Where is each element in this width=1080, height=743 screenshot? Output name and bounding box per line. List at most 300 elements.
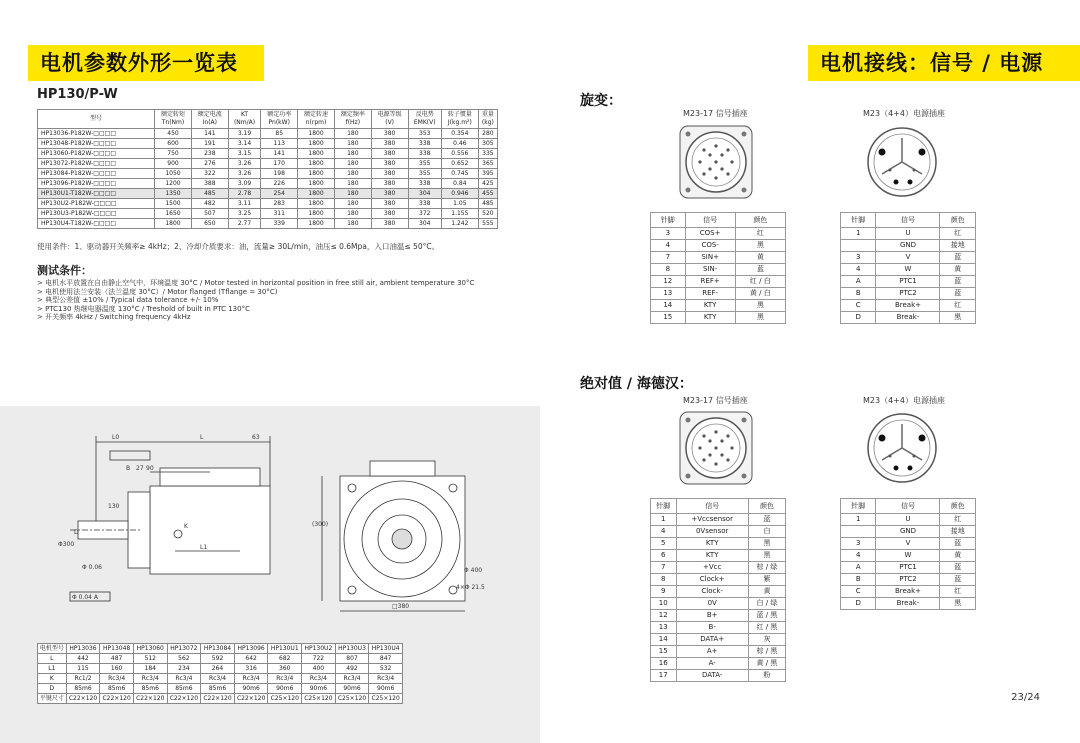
table-cell: 1800	[298, 219, 335, 229]
table-cell: 3.14	[228, 139, 261, 149]
column-header-line: (V)	[385, 119, 395, 126]
tolerance-label-2: Φ 0.04 A	[72, 594, 99, 601]
table-cell: REF-	[685, 288, 735, 300]
table-row	[841, 526, 976, 538]
table-cell: 400	[302, 664, 336, 674]
table-cell: Clock+	[676, 574, 748, 586]
table-cell: PTC2	[876, 574, 940, 586]
table-cell: 13	[651, 622, 677, 634]
dim-label-b: B	[126, 465, 131, 472]
table-cell: 141	[261, 149, 298, 159]
table-cell: 600	[155, 139, 192, 149]
model-cell: HP13084-P182W-□□□□	[38, 169, 155, 179]
column-header: 针脚	[651, 213, 686, 228]
column-header	[371, 110, 408, 129]
table-cell: 1200	[155, 179, 192, 189]
usage-conditions: 使用条件：1、驱动器开关频率≥ 4kHz；2、冷却介质要求：油，流量≥ 30L/min，油压≤ 0.6Mpa，入口油温≤ 50°C。	[37, 242, 440, 251]
table-cell: 3.25	[228, 209, 261, 219]
table-cell: 红	[940, 514, 976, 526]
table-row	[38, 684, 403, 694]
table-cell: U	[876, 514, 940, 526]
table-cell: 黑	[748, 550, 785, 562]
table-cell: 1.155	[441, 209, 478, 219]
table-cell: 160	[100, 664, 134, 674]
table-cell: COS+	[685, 228, 735, 240]
table-cell: 12	[651, 610, 677, 622]
table-cell: COS-	[685, 240, 735, 252]
table-cell: 粉	[748, 670, 785, 682]
table-cell: 紫	[748, 574, 785, 586]
table-cell: 338	[408, 179, 441, 189]
table-cell: U	[876, 228, 940, 240]
table-cell: 3.09	[228, 179, 261, 189]
column-header-line: 额定电流	[197, 111, 222, 118]
terminal-box-side	[160, 468, 260, 486]
table-cell: 1800	[298, 169, 335, 179]
table-row	[651, 228, 786, 240]
table-row	[38, 179, 498, 189]
test-line: > 开关频率 4kHz / Switching frequency 4kHz	[37, 313, 191, 322]
table-cell: 90m6	[268, 684, 302, 694]
table-row	[651, 550, 786, 562]
table-cell: 黄 / 白	[735, 288, 785, 300]
table-row	[841, 538, 976, 550]
column-header: 针脚	[841, 213, 876, 228]
table-cell: 1.05	[441, 199, 478, 209]
column-header-line: KT	[240, 111, 249, 118]
table-cell: 3	[841, 252, 876, 264]
table-row	[38, 209, 498, 219]
column-header: HP130U3	[335, 644, 369, 654]
table-cell: 黄	[940, 550, 976, 562]
table-row	[651, 622, 786, 634]
resolver-signal-connector-label: M23-17 信号插座	[683, 109, 748, 118]
table-cell: 682	[268, 654, 302, 664]
table-row	[651, 300, 786, 312]
dim-header-row	[38, 644, 403, 654]
table-cell: 黄	[940, 264, 976, 276]
column-header: HP130U2	[302, 644, 336, 654]
table-row	[651, 312, 786, 324]
table-cell: L1	[38, 664, 67, 674]
table-cell: Rc3/4	[201, 674, 235, 684]
column-header-line: (kg)	[481, 119, 494, 126]
table-cell: 900	[155, 159, 192, 169]
column-header-line: 额定转矩	[160, 111, 185, 118]
motor-outline-drawing	[0, 406, 540, 641]
column-header-line: Tn(Nm)	[161, 119, 185, 126]
column-header	[298, 110, 335, 129]
right-banner-title: 电机接线：信号 / 电源	[808, 45, 1080, 81]
table-cell: 485	[478, 199, 497, 209]
model-cell: HP130U2-P182W-□□□□	[38, 199, 155, 209]
table-cell: C22×120	[66, 694, 100, 704]
column-header	[261, 110, 298, 129]
table-cell	[841, 240, 876, 252]
table-cell: 555	[478, 219, 497, 229]
table-cell: C	[841, 586, 876, 598]
terminal-box-front	[370, 461, 435, 476]
table-row	[651, 252, 786, 264]
table-cell: 380	[371, 169, 408, 179]
table-row	[841, 288, 976, 300]
table-row	[38, 219, 498, 229]
absolute-power-connector-icon	[862, 408, 942, 488]
table-cell: 335	[478, 149, 497, 159]
column-header-line: 反电势	[415, 111, 434, 118]
dim-label-l1: L1	[200, 544, 208, 551]
table-cell: 170	[261, 159, 298, 169]
table-cell: 338	[408, 149, 441, 159]
motor-body-side	[150, 486, 270, 574]
table-cell: 1	[651, 514, 677, 526]
resolver-signal-connector-icon	[676, 122, 756, 202]
table-cell: 113	[261, 139, 298, 149]
dim-label-130: 130	[108, 503, 120, 510]
table-cell: 13	[651, 288, 686, 300]
table-row	[651, 276, 786, 288]
column-header-line: 型号	[90, 115, 103, 122]
table-cell: 棕 / 绿	[748, 562, 785, 574]
table-cell: 592	[201, 654, 235, 664]
table-row	[651, 586, 786, 598]
table-cell: 380	[371, 179, 408, 189]
table-cell: 10	[651, 598, 677, 610]
table-cell: D	[841, 598, 876, 610]
model-title: HP130/P-W	[37, 87, 118, 102]
table-cell: 360	[268, 664, 302, 674]
table-cell: 322	[191, 169, 228, 179]
column-header	[441, 110, 478, 129]
table-cell: 4	[651, 240, 686, 252]
table-cell: SIN+	[685, 252, 735, 264]
table-cell: C	[841, 300, 876, 312]
table-cell: 847	[369, 654, 403, 664]
table-cell: 0.556	[441, 149, 478, 159]
table-cell: 7	[651, 562, 677, 574]
table-cell: 蓝 / 黑	[748, 610, 785, 622]
test-line: > 电机使用法兰安装（法兰温度 30°C）/ Motor flanged (Tflange = 30°C)	[37, 287, 278, 296]
table-cell: 蓝	[940, 252, 976, 264]
table-cell: 0.46	[441, 139, 478, 149]
table-cell: 339	[261, 219, 298, 229]
table-cell: 85m6	[66, 684, 100, 694]
column-header-line: n(rpm)	[305, 119, 327, 126]
table-cell: 254	[261, 189, 298, 199]
table-cell: Rc3/4	[335, 674, 369, 684]
table-cell: 3.15	[228, 149, 261, 159]
table-cell: 黑	[940, 312, 976, 324]
column-header: HP130U4	[369, 644, 403, 654]
table-cell: A	[841, 562, 876, 574]
table-cell: Clock-	[676, 586, 748, 598]
column-header: HP13060	[133, 644, 167, 654]
table-cell: 0.84	[441, 179, 478, 189]
table-row	[651, 288, 786, 300]
table-cell: 750	[155, 149, 192, 159]
table-cell: 1.242	[441, 219, 478, 229]
table-cell: 1500	[155, 199, 192, 209]
column-header-line: Pn(kW)	[268, 119, 290, 126]
table-cell: 180	[334, 189, 371, 199]
column-header: 颜色	[940, 499, 976, 514]
column-header	[334, 110, 371, 129]
model-cell: HP13036-P182W-□□□□	[38, 129, 155, 139]
table-cell: 180	[334, 139, 371, 149]
table-cell: SIN-	[685, 264, 735, 276]
table-cell: 1800	[298, 129, 335, 139]
table-cell: D	[841, 312, 876, 324]
table-cell: C25×120	[302, 694, 336, 704]
table-cell: 280	[478, 129, 497, 139]
table-cell: W	[876, 264, 940, 276]
table-cell: GND	[876, 526, 940, 538]
dim-label-phi400: Φ 400	[464, 567, 483, 574]
parameter-table	[37, 109, 498, 229]
table-cell: Rc3/4	[100, 674, 134, 684]
table-cell: 1800	[298, 159, 335, 169]
column-header-line: 额定转速	[304, 111, 329, 118]
table-cell: 180	[334, 149, 371, 159]
table-cell: 3.26	[228, 169, 261, 179]
table-cell: 0V	[676, 598, 748, 610]
table-cell: 3	[841, 538, 876, 550]
table-cell: Rc3/4	[268, 674, 302, 684]
left-banner-title: 电机参数外形一览表	[28, 45, 264, 81]
table-cell: 85	[261, 129, 298, 139]
table-row	[651, 574, 786, 586]
table-cell: 黑	[735, 240, 785, 252]
model-cell: HP130U4-T182W-□□□□	[38, 219, 155, 229]
table-header-row	[841, 499, 976, 514]
table-cell: 1800	[298, 139, 335, 149]
table-row	[651, 240, 786, 252]
table-cell: 2.78	[228, 189, 261, 199]
table-cell: 425	[478, 179, 497, 189]
table-cell: 485	[191, 189, 228, 199]
test-conditions-title: 测试条件：	[37, 264, 92, 277]
table-cell: 85m6	[100, 684, 134, 694]
table-cell: 226	[261, 179, 298, 189]
table-cell: 1650	[155, 209, 192, 219]
dim-label-27: 27	[136, 465, 144, 472]
dim-label-l: L	[200, 434, 204, 441]
table-cell: 红 / 黑	[748, 622, 785, 634]
column-header-line: 额定功率	[267, 111, 292, 118]
table-row	[38, 159, 498, 169]
table-cell: PTC1	[876, 276, 940, 288]
absolute-signal-table	[650, 498, 786, 682]
table-cell: 304	[408, 189, 441, 199]
table-row	[651, 514, 786, 526]
table-cell: B-	[676, 622, 748, 634]
column-header-line: 转子惯量	[447, 111, 472, 118]
column-header: 颜色	[940, 213, 976, 228]
table-cell: 388	[191, 179, 228, 189]
table-cell: W	[876, 550, 940, 562]
table-cell: 红	[940, 300, 976, 312]
table-cell: 90m6	[302, 684, 336, 694]
table-cell: 650	[191, 219, 228, 229]
table-cell: 442	[66, 654, 100, 664]
table-cell: Break-	[876, 312, 940, 324]
table-cell: C22×120	[201, 694, 235, 704]
table-row	[651, 646, 786, 658]
table-cell: K	[38, 674, 67, 684]
table-cell: C25×120	[369, 694, 403, 704]
table-row	[651, 264, 786, 276]
table-cell: 180	[334, 199, 371, 209]
table-cell: 380	[371, 139, 408, 149]
table-cell: 365	[478, 159, 497, 169]
column-header-line: EMK(V)	[413, 119, 436, 126]
table-cell: 4	[841, 550, 876, 562]
column-header	[478, 110, 497, 129]
table-row	[841, 550, 976, 562]
table-row	[841, 574, 976, 586]
dim-label-300: (300)	[312, 521, 329, 528]
table-cell: 1800	[298, 179, 335, 189]
dim-label-d: D	[74, 529, 79, 536]
test-line: > 电机水平放置在自由静止空气中，环境温度 30°C / Motor tested in horizontal position in free still air, ambient temperature 30°C	[37, 279, 475, 287]
table-cell: D	[38, 684, 67, 694]
table-cell: 黑	[940, 598, 976, 610]
table-cell: +Vcc	[676, 562, 748, 574]
column-header-line: 重量	[481, 111, 494, 118]
table-cell: 14	[651, 300, 686, 312]
table-cell: KTY	[676, 538, 748, 550]
column-header-line: 额定频率	[340, 111, 365, 118]
table-cell: 191	[191, 139, 228, 149]
table-row	[841, 598, 976, 610]
table-cell: 487	[100, 654, 134, 664]
table-cell: REF+	[685, 276, 735, 288]
column-header	[228, 110, 261, 129]
table-row	[38, 654, 403, 664]
dim-label-k: K	[184, 523, 188, 530]
table-cell: 黄 / 黑	[748, 658, 785, 670]
table-cell: 380	[371, 189, 408, 199]
table-cell: 492	[335, 664, 369, 674]
table-row	[38, 199, 498, 209]
table-header-row	[651, 213, 786, 228]
table-row	[651, 658, 786, 670]
table-cell: 180	[334, 219, 371, 229]
table-row	[651, 634, 786, 646]
table-cell: 0.354	[441, 129, 478, 139]
table-cell: 7	[651, 252, 686, 264]
table-cell: C22×120	[133, 694, 167, 704]
column-header-line: In(A)	[202, 119, 217, 126]
table-cell: L	[38, 654, 67, 664]
table-row	[841, 562, 976, 574]
table-cell: PTC2	[876, 288, 940, 300]
table-cell: 蓝	[748, 514, 785, 526]
table-cell: 90m6	[369, 684, 403, 694]
table-cell: 305	[478, 139, 497, 149]
table-cell: 5	[651, 538, 677, 550]
table-cell: Rc3/4	[302, 674, 336, 684]
column-header: HP13084	[201, 644, 235, 654]
table-row	[841, 276, 976, 288]
table-cell: 12	[651, 276, 686, 288]
table-cell: 355	[408, 159, 441, 169]
column-header: 针脚	[651, 499, 677, 514]
table-cell: 372	[408, 209, 441, 219]
column-header: HP13036	[66, 644, 100, 654]
table-row	[841, 264, 976, 276]
model-cell: HP13060-P182W-□□□□	[38, 149, 155, 159]
test-conditions-list	[37, 279, 474, 322]
table-header-row	[841, 213, 976, 228]
page-number: 23/24	[1011, 692, 1040, 703]
table-cell: 蓝	[940, 574, 976, 586]
table-cell: 蓝	[940, 276, 976, 288]
table-cell: 3.11	[228, 199, 261, 209]
table-cell: 338	[408, 199, 441, 209]
table-cell: 90m6	[234, 684, 268, 694]
model-cell: HP13048-P182W-□□□□	[38, 139, 155, 149]
table-cell: 平键尺寸	[38, 694, 67, 704]
table-cell: 1050	[155, 169, 192, 179]
table-cell: C22×120	[234, 694, 268, 704]
table-cell: 红	[940, 586, 976, 598]
table-cell: 184	[133, 664, 167, 674]
table-cell: 316	[234, 664, 268, 674]
table-cell: 蓝	[940, 538, 976, 550]
table-row	[841, 228, 976, 240]
model-cell: HP130U3-P182W-□□□□	[38, 209, 155, 219]
table-cell: 722	[302, 654, 336, 664]
table-cell: 15	[651, 312, 686, 324]
column-header-line: 电源等级	[377, 111, 402, 118]
table-cell: 380	[371, 219, 408, 229]
table-cell: 180	[334, 209, 371, 219]
table-cell: 304	[408, 219, 441, 229]
table-row	[651, 598, 786, 610]
column-header-line: J(kg.m²)	[447, 119, 472, 126]
table-cell: B	[841, 288, 876, 300]
table-cell: 264	[201, 664, 235, 674]
column-header: HP130U1	[268, 644, 302, 654]
table-cell: 1800	[298, 209, 335, 219]
table-cell: C22×120	[167, 694, 201, 704]
table-cell: 白	[748, 526, 785, 538]
dim-label-phi300: Φ300	[58, 541, 75, 548]
tolerance-label-1: Φ 0.06	[82, 564, 102, 571]
column-header	[155, 110, 192, 129]
column-header	[408, 110, 441, 129]
table-cell: C22×120	[100, 694, 134, 704]
table-cell: 0Vsensor	[676, 526, 748, 538]
table-cell: 黄	[735, 252, 785, 264]
table-cell: 276	[191, 159, 228, 169]
column-header: 颜色	[748, 499, 785, 514]
model-cell: HP130U1-T182W-□□□□	[38, 189, 155, 199]
table-row	[651, 610, 786, 622]
table-cell: 198	[261, 169, 298, 179]
table-cell: 90m6	[335, 684, 369, 694]
table-row	[841, 586, 976, 598]
table-cell: 532	[369, 664, 403, 674]
table-row	[651, 526, 786, 538]
table-cell: 85m6	[133, 684, 167, 694]
table-cell: 6	[651, 550, 677, 562]
table-cell: 1800	[298, 149, 335, 159]
table-row	[38, 169, 498, 179]
column-header: 信号	[876, 213, 940, 228]
absolute-signal-connector-icon	[676, 408, 756, 488]
